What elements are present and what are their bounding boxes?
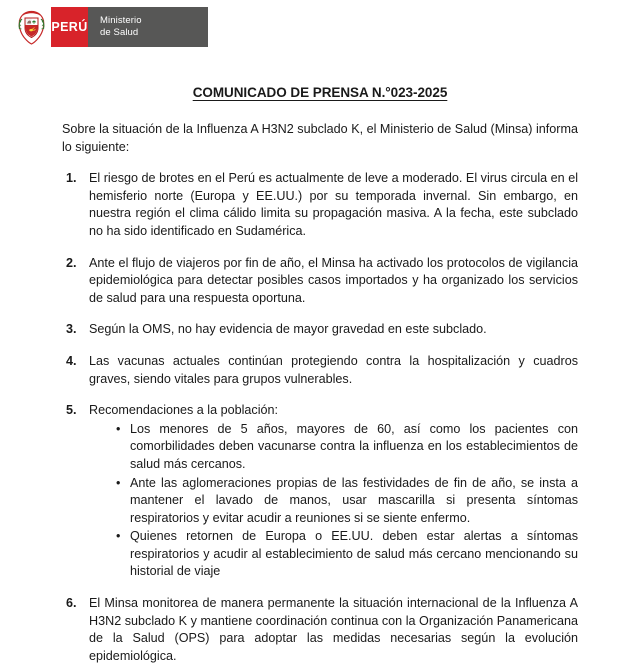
- list-item-text: Las vacunas actuales continúan protegiendo contra la hospitalización y cuadros graves, siendo vitales para grupos vulnerables.: [89, 353, 578, 386]
- list-item: [62, 170, 578, 240]
- peru-brand-block: [51, 7, 88, 47]
- list-item-text: Según la OMS, no hay evidencia de mayor gravedad en este subclado.: [89, 322, 487, 337]
- bullet-item-text: • Los menores de 5 años, mayores de 60, así como los pacientes con comorbilidades deben vacunarse contra la influenza en los establecimientos de salud más cercanos.: [130, 421, 578, 471]
- list-item: [62, 255, 578, 308]
- list-item: [62, 321, 578, 339]
- ministry-label-line2: de Salud: [100, 27, 139, 38]
- bullet-item-text: • Quienes retornen de Europa o EE.UU. deben estar alertas a síntomas respiratorios y acudir al establecimiento de salud más cercano mencionando su historial de viaje: [130, 529, 578, 579]
- header-logo-bar: [0, 0, 640, 56]
- ministry-brand-block: [88, 7, 208, 47]
- intro-paragraph: Sobre la situación de la Influenza A H3N2 subclado K, el Ministerio de Salud (Minsa) informa lo siguiente:: [62, 122, 578, 154]
- list-item-text: El riesgo de brotes en el Perú es actualmente de leve a moderado. El virus circula en el hemisferio norte (Europa y EE.UU.) por su temporada invernal. Sin embargo, en nuestra región el clima cálido limita su propagación masiva. A la fecha, este subclado no ha sido identificado en Sudamérica.: [89, 171, 578, 238]
- peru-coat-of-arms-icon: [16, 7, 47, 47]
- page-title: COMUNICADO DE PRENSA N.°023-2025: [192, 85, 448, 100]
- list-item: [89, 475, 578, 528]
- press-release-document: [0, 85, 640, 665]
- list-item-text: Ante el flujo de viajeros por fin de año, el Minsa ha activado los protocolos de vigilancia epidemiológica para detectar posibles casos importados y ha organizado los servicios de salud para una respuesta oportuna.: [89, 255, 578, 305]
- ministry-label-line1: Ministerio: [100, 15, 142, 26]
- list-item: [62, 353, 578, 388]
- list-item: [62, 402, 578, 581]
- peru-label: PERÚ: [51, 19, 88, 34]
- recommendations-bullet-list: [89, 421, 578, 581]
- list-item: [89, 421, 578, 474]
- numbered-list: [62, 170, 578, 665]
- list-item: [62, 595, 578, 665]
- list-item: [89, 528, 578, 581]
- bullet-item-text: • Ante las aglomeraciones propias de las festividades de fin de año, se insta a mantener el lavado de manos, usar mascarilla si presenta síntomas respiratorios y evitar acudir a reuniones si se siente enfermo.: [130, 475, 578, 525]
- list-item-text: El Minsa monitorea de manera permanente la situación internacional de la Influenza A H3N2 subclado K y mantiene coordinación continua con la Organización Panamericana de la Salud (OPS) para adoptar las medidas necesarias según la evolución epidemiológica.: [89, 596, 578, 663]
- list-item-text: Recomendaciones a la población:: [89, 403, 279, 418]
- institutional-logo: [16, 7, 208, 47]
